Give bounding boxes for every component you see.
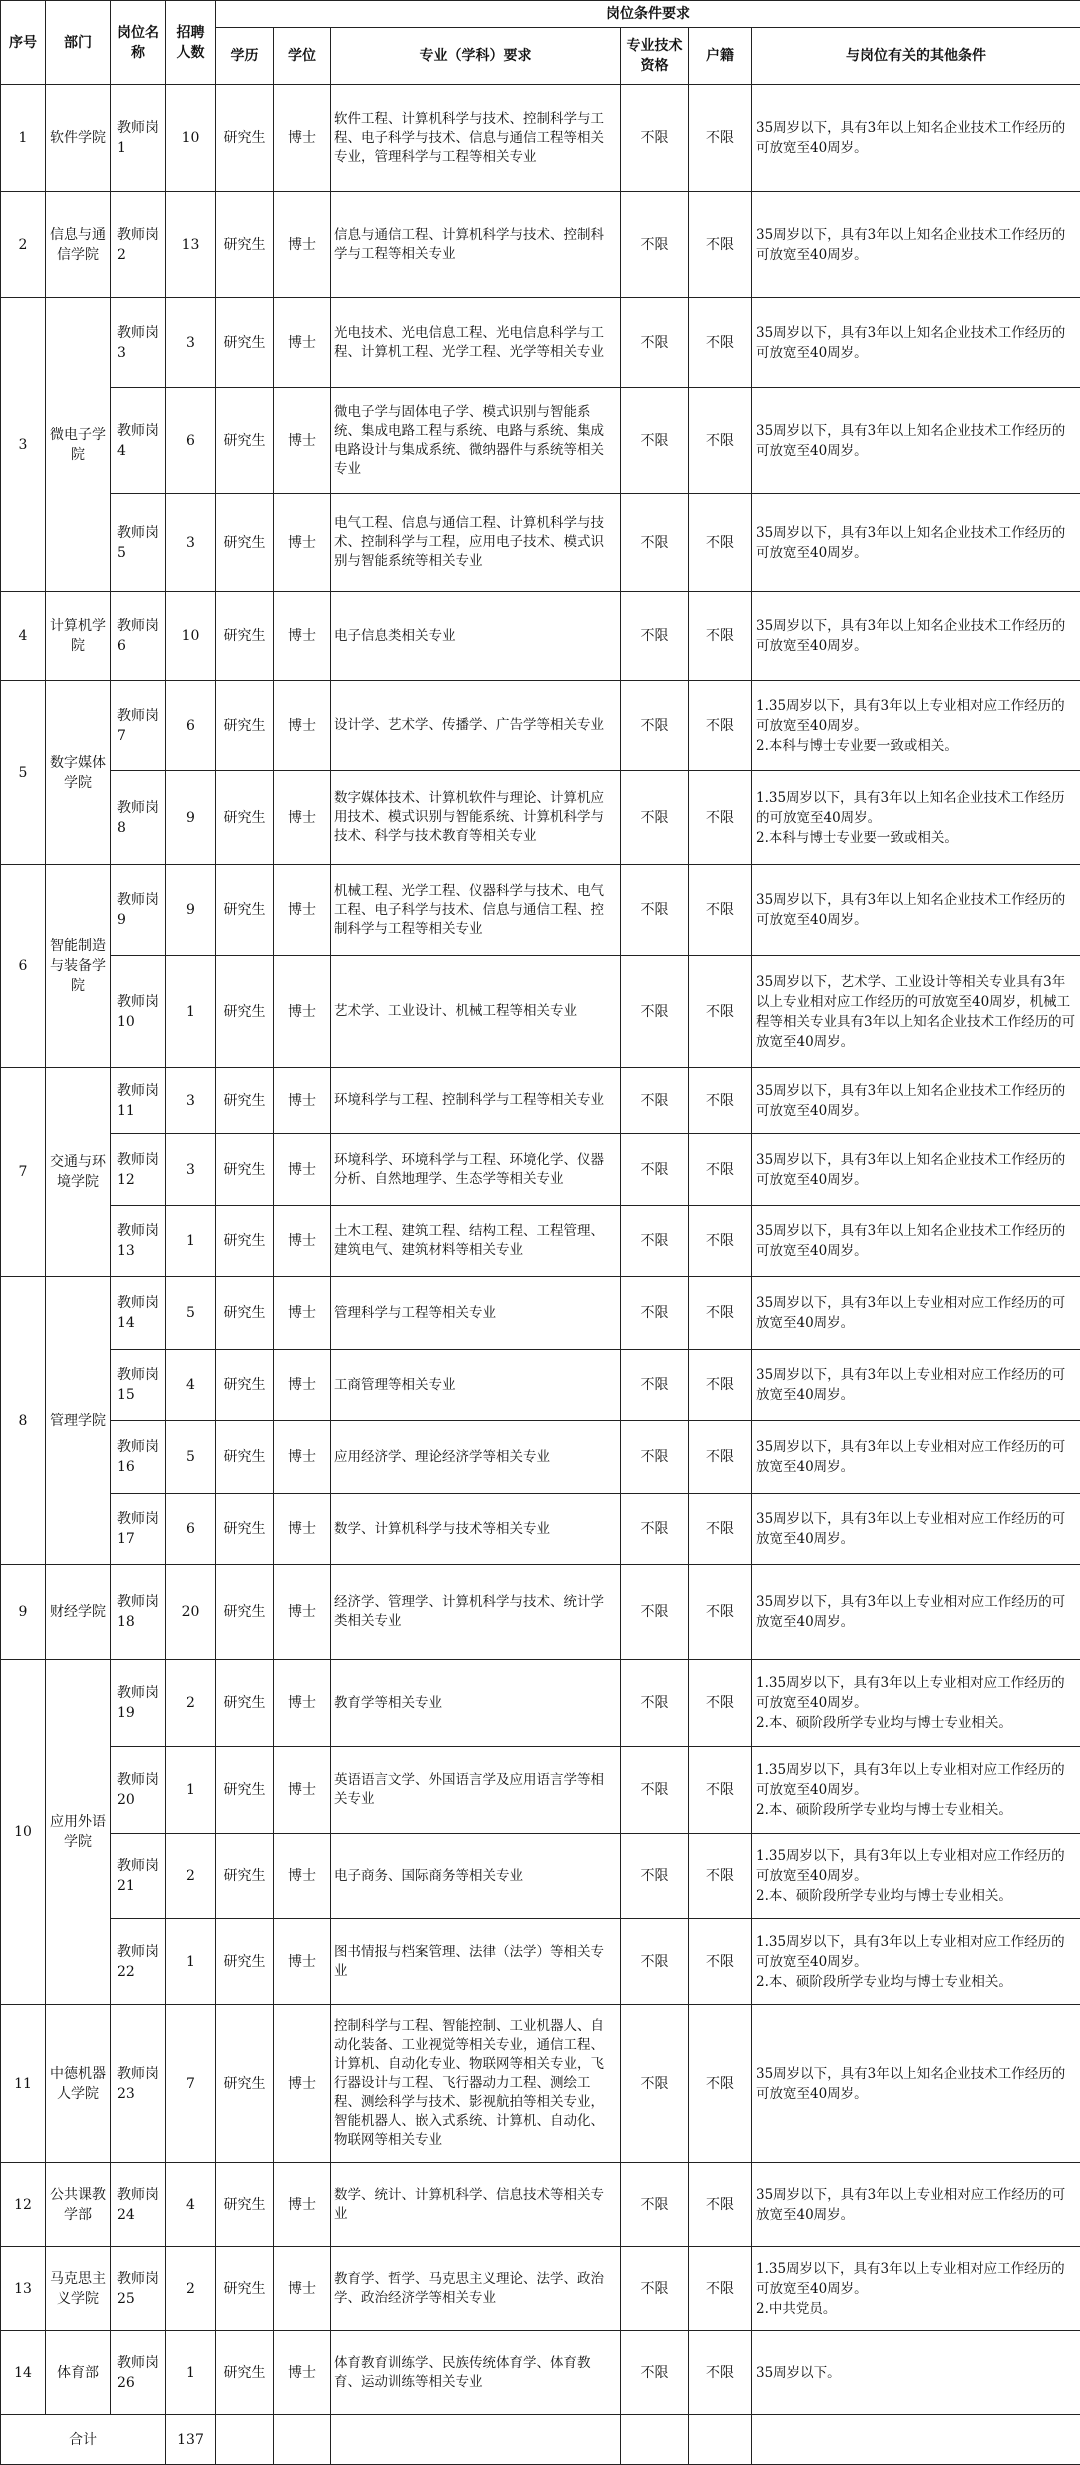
table-row — [1, 2247, 1080, 2331]
total-label: 合计 — [1, 2415, 166, 2465]
header-no: 序号 — [1, 1, 46, 85]
qualification: 不限 — [621, 2005, 689, 2163]
hukou: 不限 — [689, 1565, 752, 1660]
header-other: 与岗位有关的其他条件 — [752, 28, 1080, 85]
other-conditions: 1.35周岁以下，具有3年以上专业相对应工作经历的可放宽至40周岁。 2.本、硕阶段所学专业均与博士专业相关。 — [752, 1660, 1080, 1747]
qualification: 不限 — [621, 1068, 689, 1134]
education: 研究生 — [216, 85, 274, 192]
row-number: 12 — [1, 2163, 46, 2247]
row-number: 14 — [1, 2331, 46, 2415]
row-number: 5 — [1, 681, 46, 865]
major-requirement: 体育教育训练学、民族传统体育学、体育教育、运动训练等相关专业 — [331, 2331, 621, 2415]
degree: 博士 — [274, 494, 331, 592]
header-dept: 部门 — [46, 1, 111, 85]
education: 研究生 — [216, 1494, 274, 1565]
degree: 博士 — [274, 2247, 331, 2331]
header-degree: 学位 — [274, 28, 331, 85]
qualification: 不限 — [621, 1919, 689, 2005]
table-row — [1, 85, 1080, 192]
degree: 博士 — [274, 1919, 331, 2005]
hukou: 不限 — [689, 1134, 752, 1206]
row-number: 8 — [1, 1277, 46, 1565]
empty-cell — [621, 2415, 689, 2465]
qualification: 不限 — [621, 865, 689, 956]
hukou: 不限 — [689, 592, 752, 681]
table-row — [1, 1660, 1080, 1747]
qualification: 不限 — [621, 1747, 689, 1834]
table-row — [1, 1350, 1080, 1421]
major-requirement: 工商管理等相关专业 — [331, 1350, 621, 1421]
table-row — [1, 2331, 1080, 2415]
table-row — [1, 681, 1080, 771]
position-name: 教师岗18 — [111, 1565, 166, 1660]
hire-count: 6 — [166, 1494, 216, 1565]
hire-count: 6 — [166, 388, 216, 494]
total-count: 137 — [166, 2415, 216, 2465]
education: 研究生 — [216, 1919, 274, 2005]
table-row — [1, 771, 1080, 865]
hukou: 不限 — [689, 388, 752, 494]
row-number: 11 — [1, 2005, 46, 2163]
hukou: 不限 — [689, 298, 752, 388]
major-requirement: 数学、统计、计算机科学、信息技术等相关专业 — [331, 2163, 621, 2247]
major-requirement: 数字媒体技术、计算机软件与理论、计算机应用技术、模式识别与智能系统、计算机科学与技术、科学与技术教育等相关专业 — [331, 771, 621, 865]
hukou: 不限 — [689, 1834, 752, 1919]
hukou: 不限 — [689, 681, 752, 771]
major-requirement: 信息与通信工程、计算机科学与技术、控制科学与工程等相关专业 — [331, 192, 621, 298]
other-conditions: 35周岁以下，具有3年以上专业相对应工作经历的可放宽至40周岁。 — [752, 1565, 1080, 1660]
hire-count: 20 — [166, 1565, 216, 1660]
major-requirement: 英语语言文学、外国语言学及应用语言学等相关专业 — [331, 1747, 621, 1834]
position-name: 教师岗2 — [111, 192, 166, 298]
qualification: 不限 — [621, 2331, 689, 2415]
position-name: 教师岗20 — [111, 1747, 166, 1834]
hire-count: 1 — [166, 1206, 216, 1277]
department-name: 体育部 — [46, 2331, 111, 2415]
major-requirement: 环境科学与工程、控制科学与工程等相关专业 — [331, 1068, 621, 1134]
hukou: 不限 — [689, 1277, 752, 1350]
position-name: 教师岗26 — [111, 2331, 166, 2415]
other-conditions: 35周岁以下，具有3年以上专业相对应工作经历的可放宽至40周岁。 — [752, 1277, 1080, 1350]
table-row — [1, 1834, 1080, 1919]
major-requirement: 电气工程、信息与通信工程、计算机科学与技术、控制科学与工程，应用电子技术、模式识别与智能系统等相关专业 — [331, 494, 621, 592]
department-name: 计算机学院 — [46, 592, 111, 681]
hukou: 不限 — [689, 1919, 752, 2005]
other-conditions: 35周岁以下，具有3年以上知名企业技术工作经历的可放宽至40周岁。 — [752, 1134, 1080, 1206]
row-number: 1 — [1, 85, 46, 192]
hukou: 不限 — [689, 1206, 752, 1277]
hukou: 不限 — [689, 192, 752, 298]
qualification: 不限 — [621, 592, 689, 681]
other-conditions: 1.35周岁以下，具有3年以上知名企业技术工作经历的可放宽至40周岁。 2.本科与博士专业要一致或相关。 — [752, 771, 1080, 865]
degree: 博士 — [274, 1068, 331, 1134]
qualification: 不限 — [621, 1421, 689, 1494]
hire-count: 1 — [166, 956, 216, 1068]
table-row — [1, 1206, 1080, 1277]
education: 研究生 — [216, 1206, 274, 1277]
table-row — [1, 1421, 1080, 1494]
hire-count: 9 — [166, 865, 216, 956]
degree: 博士 — [274, 2331, 331, 2415]
major-requirement: 土木工程、建筑工程、结构工程、工程管理、建筑电气、建筑材料等相关专业 — [331, 1206, 621, 1277]
position-name: 教师岗15 — [111, 1350, 166, 1421]
qualification: 不限 — [621, 681, 689, 771]
degree: 博士 — [274, 1834, 331, 1919]
education: 研究生 — [216, 192, 274, 298]
major-requirement: 控制科学与工程、智能控制、工业机器人、自动化装备、工业视觉等相关专业，通信工程、计算机、自动化专业、物联网等相关专业，飞行器设计与工程、飞行器动力工程、测绘工程、测绘科学与技术、影视航拍等相关专业，智能机器人、嵌入式系统、计算机、自动化、物联网等相关专业 — [331, 2005, 621, 2163]
hire-count: 3 — [166, 1134, 216, 1206]
position-name: 教师岗6 — [111, 592, 166, 681]
degree: 博士 — [274, 2005, 331, 2163]
major-requirement: 电子信息类相关专业 — [331, 592, 621, 681]
hire-count: 2 — [166, 2247, 216, 2331]
hire-count: 9 — [166, 771, 216, 865]
hire-count: 5 — [166, 1421, 216, 1494]
position-name: 教师岗16 — [111, 1421, 166, 1494]
other-conditions: 35周岁以下，具有3年以上知名企业技术工作经历的可放宽至40周岁。 — [752, 865, 1080, 956]
major-requirement: 图书情报与档案管理、法律（法学）等相关专业 — [331, 1919, 621, 2005]
hukou: 不限 — [689, 1660, 752, 1747]
hire-count: 4 — [166, 1350, 216, 1421]
table-row — [1, 1494, 1080, 1565]
header-position: 岗位名称 — [111, 1, 166, 85]
degree: 博士 — [274, 2163, 331, 2247]
header-education: 学历 — [216, 28, 274, 85]
education: 研究生 — [216, 1660, 274, 1747]
other-conditions: 35周岁以下，具有3年以上专业相对应工作经历的可放宽至40周岁。 — [752, 1421, 1080, 1494]
hire-count: 1 — [166, 1747, 216, 1834]
degree: 博士 — [274, 865, 331, 956]
position-name: 教师岗22 — [111, 1919, 166, 2005]
header-hukou: 户籍 — [689, 28, 752, 85]
department-name: 数字媒体学院 — [46, 681, 111, 865]
empty-cell — [331, 2415, 621, 2465]
education: 研究生 — [216, 771, 274, 865]
major-requirement: 应用经济学、理论经济学等相关专业 — [331, 1421, 621, 1494]
qualification: 不限 — [621, 298, 689, 388]
education: 研究生 — [216, 1350, 274, 1421]
department-name: 管理学院 — [46, 1277, 111, 1565]
other-conditions: 35周岁以下，具有3年以上知名企业技术工作经历的可放宽至40周岁。 — [752, 2005, 1080, 2163]
degree: 博士 — [274, 1494, 331, 1565]
education: 研究生 — [216, 1421, 274, 1494]
row-number: 13 — [1, 2247, 46, 2331]
education: 研究生 — [216, 956, 274, 1068]
department-name: 信息与通信学院 — [46, 192, 111, 298]
header-major: 专业（学科）要求 — [331, 28, 621, 85]
degree: 博士 — [274, 956, 331, 1068]
hire-count: 6 — [166, 681, 216, 771]
position-name: 教师岗9 — [111, 865, 166, 956]
empty-cell — [752, 2415, 1080, 2465]
hire-count: 1 — [166, 2331, 216, 2415]
education: 研究生 — [216, 1277, 274, 1350]
position-name: 教师岗14 — [111, 1277, 166, 1350]
qualification: 不限 — [621, 192, 689, 298]
position-name: 教师岗13 — [111, 1206, 166, 1277]
department-name: 软件学院 — [46, 85, 111, 192]
other-conditions: 1.35周岁以下，具有3年以上专业相对应工作经历的可放宽至40周岁。 2.本、硕阶段所学专业均与博士专业相关。 — [752, 1747, 1080, 1834]
other-conditions: 35周岁以下，具有3年以上知名企业技术工作经历的可放宽至40周岁。 — [752, 85, 1080, 192]
other-conditions: 35周岁以下，具有3年以上专业相对应工作经历的可放宽至40周岁。 — [752, 2163, 1080, 2247]
other-conditions: 35周岁以下，具有3年以上专业相对应工作经历的可放宽至40周岁。 — [752, 1494, 1080, 1565]
other-conditions: 35周岁以下，具有3年以上知名企业技术工作经历的可放宽至40周岁。 — [752, 192, 1080, 298]
row-number: 6 — [1, 865, 46, 1068]
hire-count: 1 — [166, 1919, 216, 2005]
department-name: 中德机器人学院 — [46, 2005, 111, 2163]
hire-count: 3 — [166, 1068, 216, 1134]
qualification: 不限 — [621, 1834, 689, 1919]
qualification: 不限 — [621, 2247, 689, 2331]
hukou: 不限 — [689, 1068, 752, 1134]
major-requirement: 经济学、管理学、计算机科学与技术、统计学类相关专业 — [331, 1565, 621, 1660]
other-conditions: 35周岁以下，艺术学、工业设计等相关专业具有3年以上专业相对应工作经历的可放宽至40周岁，机械工程等相关专业具有3年以上知名企业技术工作经历的可放宽至40周岁。 — [752, 956, 1080, 1068]
degree: 博士 — [274, 1134, 331, 1206]
position-name: 教师岗3 — [111, 298, 166, 388]
position-name: 教师岗5 — [111, 494, 166, 592]
table-row — [1, 1068, 1080, 1134]
hukou: 不限 — [689, 494, 752, 592]
position-name: 教师岗12 — [111, 1134, 166, 1206]
department-name: 公共课教学部 — [46, 2163, 111, 2247]
hire-count: 2 — [166, 1660, 216, 1747]
hukou: 不限 — [689, 2005, 752, 2163]
position-name: 教师岗11 — [111, 1068, 166, 1134]
education: 研究生 — [216, 388, 274, 494]
degree: 博士 — [274, 1277, 331, 1350]
position-name: 教师岗25 — [111, 2247, 166, 2331]
hire-count: 3 — [166, 494, 216, 592]
education: 研究生 — [216, 2163, 274, 2247]
qualification: 不限 — [621, 1277, 689, 1350]
hukou: 不限 — [689, 1747, 752, 1834]
degree: 博士 — [274, 592, 331, 681]
table-row — [1, 1277, 1080, 1350]
table-row — [1, 2005, 1080, 2163]
degree: 博士 — [274, 771, 331, 865]
other-conditions: 35周岁以下。 — [752, 2331, 1080, 2415]
position-name: 教师岗1 — [111, 85, 166, 192]
row-number: 4 — [1, 592, 46, 681]
degree: 博士 — [274, 85, 331, 192]
hire-count: 10 — [166, 592, 216, 681]
total-row — [1, 2415, 1080, 2465]
empty-cell — [274, 2415, 331, 2465]
qualification: 不限 — [621, 1350, 689, 1421]
major-requirement: 软件工程、计算机科学与技术、控制科学与工程、电子科学与技术、信息与通信工程等相关专业，管理科学与工程等相关专业 — [331, 85, 621, 192]
hukou: 不限 — [689, 1350, 752, 1421]
hukou: 不限 — [689, 771, 752, 865]
table-row — [1, 388, 1080, 494]
position-name: 教师岗24 — [111, 2163, 166, 2247]
degree: 博士 — [274, 298, 331, 388]
position-name: 教师岗8 — [111, 771, 166, 865]
position-name: 教师岗19 — [111, 1660, 166, 1747]
table-row — [1, 1919, 1080, 2005]
degree: 博士 — [274, 1421, 331, 1494]
degree: 博士 — [274, 1565, 331, 1660]
table-row — [1, 865, 1080, 956]
other-conditions: 1.35周岁以下，具有3年以上专业相对应工作经历的可放宽至40周岁。 2.本科与博士专业要一致或相关。 — [752, 681, 1080, 771]
other-conditions: 35周岁以下，具有3年以上知名企业技术工作经历的可放宽至40周岁。 — [752, 494, 1080, 592]
other-conditions: 35周岁以下，具有3年以上知名企业技术工作经历的可放宽至40周岁。 — [752, 388, 1080, 494]
qualification: 不限 — [621, 388, 689, 494]
department-name: 应用外语学院 — [46, 1660, 111, 2005]
row-number: 2 — [1, 192, 46, 298]
hukou: 不限 — [689, 2331, 752, 2415]
qualification: 不限 — [621, 85, 689, 192]
qualification: 不限 — [621, 494, 689, 592]
education: 研究生 — [216, 681, 274, 771]
education: 研究生 — [216, 1068, 274, 1134]
department-name: 智能制造与装备学院 — [46, 865, 111, 1068]
major-requirement: 光电技术、光电信息工程、光电信息科学与工程、计算机工程、光学工程、光学等相关专业 — [331, 298, 621, 388]
major-requirement: 电子商务、国际商务等相关专业 — [331, 1834, 621, 1919]
major-requirement: 艺术学、工业设计、机械工程等相关专业 — [331, 956, 621, 1068]
education: 研究生 — [216, 2331, 274, 2415]
degree: 博士 — [274, 1206, 331, 1277]
empty-cell — [689, 2415, 752, 2465]
qualification: 不限 — [621, 1206, 689, 1277]
table-row — [1, 592, 1080, 681]
education: 研究生 — [216, 2005, 274, 2163]
qualification: 不限 — [621, 1134, 689, 1206]
hukou: 不限 — [689, 2247, 752, 2331]
qualification: 不限 — [621, 956, 689, 1068]
empty-cell — [216, 2415, 274, 2465]
degree: 博士 — [274, 1660, 331, 1747]
other-conditions: 35周岁以下，具有3年以上知名企业技术工作经历的可放宽至40周岁。 — [752, 592, 1080, 681]
table-row — [1, 1747, 1080, 1834]
position-name: 教师岗17 — [111, 1494, 166, 1565]
department-name: 财经学院 — [46, 1565, 111, 1660]
hire-count: 3 — [166, 298, 216, 388]
hire-count: 13 — [166, 192, 216, 298]
other-conditions: 1.35周岁以下，具有3年以上专业相对应工作经历的可放宽至40周岁。 2.本、硕阶段所学专业均与博士专业相关。 — [752, 1834, 1080, 1919]
row-number: 3 — [1, 298, 46, 592]
hukou: 不限 — [689, 1421, 752, 1494]
table-row — [1, 192, 1080, 298]
degree: 博士 — [274, 388, 331, 494]
row-number: 7 — [1, 1068, 46, 1277]
major-requirement: 环境科学、环境科学与工程、环境化学、仪器分析、自然地理学、生态学等相关专业 — [331, 1134, 621, 1206]
degree: 博士 — [274, 1747, 331, 1834]
degree: 博士 — [274, 1350, 331, 1421]
department-name: 微电子学院 — [46, 298, 111, 592]
major-requirement: 微电子学与固体电子学、模式识别与智能系统、集成电路工程与系统、电路与系统、集成电路设计与集成系统、微纳器件与系统等相关专业 — [331, 388, 621, 494]
row-number: 9 — [1, 1565, 46, 1660]
hukou: 不限 — [689, 2163, 752, 2247]
header-requirements-group: 岗位条件要求 — [216, 1, 1080, 28]
major-requirement: 教育学、哲学、马克思主义理论、法学、政治学、政治经济学等相关专业 — [331, 2247, 621, 2331]
hire-count: 10 — [166, 85, 216, 192]
table-row — [1, 1565, 1080, 1660]
degree: 博士 — [274, 192, 331, 298]
education: 研究生 — [216, 1747, 274, 1834]
hire-count: 7 — [166, 2005, 216, 2163]
qualification: 不限 — [621, 1565, 689, 1660]
department-name: 马克思主义学院 — [46, 2247, 111, 2331]
education: 研究生 — [216, 592, 274, 681]
qualification: 不限 — [621, 2163, 689, 2247]
major-requirement: 数学、计算机科学与技术等相关专业 — [331, 1494, 621, 1565]
education: 研究生 — [216, 865, 274, 956]
hukou: 不限 — [689, 1494, 752, 1565]
other-conditions: 35周岁以下，具有3年以上知名企业技术工作经历的可放宽至40周岁。 — [752, 1068, 1080, 1134]
major-requirement: 教育学等相关专业 — [331, 1660, 621, 1747]
education: 研究生 — [216, 1134, 274, 1206]
major-requirement: 设计学、艺术学、传播学、广告学等相关专业 — [331, 681, 621, 771]
position-name: 教师岗7 — [111, 681, 166, 771]
other-conditions: 35周岁以下，具有3年以上知名企业技术工作经历的可放宽至40周岁。 — [752, 298, 1080, 388]
hire-count: 4 — [166, 2163, 216, 2247]
table-row — [1, 2163, 1080, 2247]
other-conditions: 1.35周岁以下，具有3年以上专业相对应工作经历的可放宽至40周岁。 2.中共党员。 — [752, 2247, 1080, 2331]
degree: 博士 — [274, 681, 331, 771]
table-row — [1, 1134, 1080, 1206]
other-conditions: 35周岁以下，具有3年以上专业相对应工作经历的可放宽至40周岁。 — [752, 1350, 1080, 1421]
major-requirement: 管理科学与工程等相关专业 — [331, 1277, 621, 1350]
table-row — [1, 956, 1080, 1068]
qualification: 不限 — [621, 771, 689, 865]
position-name: 教师岗10 — [111, 956, 166, 1068]
position-name: 教师岗23 — [111, 2005, 166, 2163]
qualification: 不限 — [621, 1494, 689, 1565]
hukou: 不限 — [689, 85, 752, 192]
education: 研究生 — [216, 298, 274, 388]
department-name: 交通与环境学院 — [46, 1068, 111, 1277]
row-number: 10 — [1, 1660, 46, 2005]
hire-count: 2 — [166, 1834, 216, 1919]
hukou: 不限 — [689, 865, 752, 956]
table-row — [1, 298, 1080, 388]
education: 研究生 — [216, 494, 274, 592]
major-requirement: 机械工程、光学工程、仪器科学与技术、电气工程、电子科学与技术、信息与通信工程、控制科学与工程等相关专业 — [331, 865, 621, 956]
education: 研究生 — [216, 2247, 274, 2331]
other-conditions: 35周岁以下，具有3年以上知名企业技术工作经历的可放宽至40周岁。 — [752, 1206, 1080, 1277]
header-qualification: 专业技术资格 — [621, 28, 689, 85]
table-row — [1, 494, 1080, 592]
hukou: 不限 — [689, 956, 752, 1068]
education: 研究生 — [216, 1565, 274, 1660]
hire-count: 5 — [166, 1277, 216, 1350]
other-conditions: 1.35周岁以下，具有3年以上专业相对应工作经历的可放宽至40周岁。 2.本、硕阶段所学专业均与博士专业相关。 — [752, 1919, 1080, 2005]
education: 研究生 — [216, 1834, 274, 1919]
header-count: 招聘人数 — [166, 1, 216, 85]
qualification: 不限 — [621, 1660, 689, 1747]
position-name: 教师岗4 — [111, 388, 166, 494]
position-name: 教师岗21 — [111, 1834, 166, 1919]
